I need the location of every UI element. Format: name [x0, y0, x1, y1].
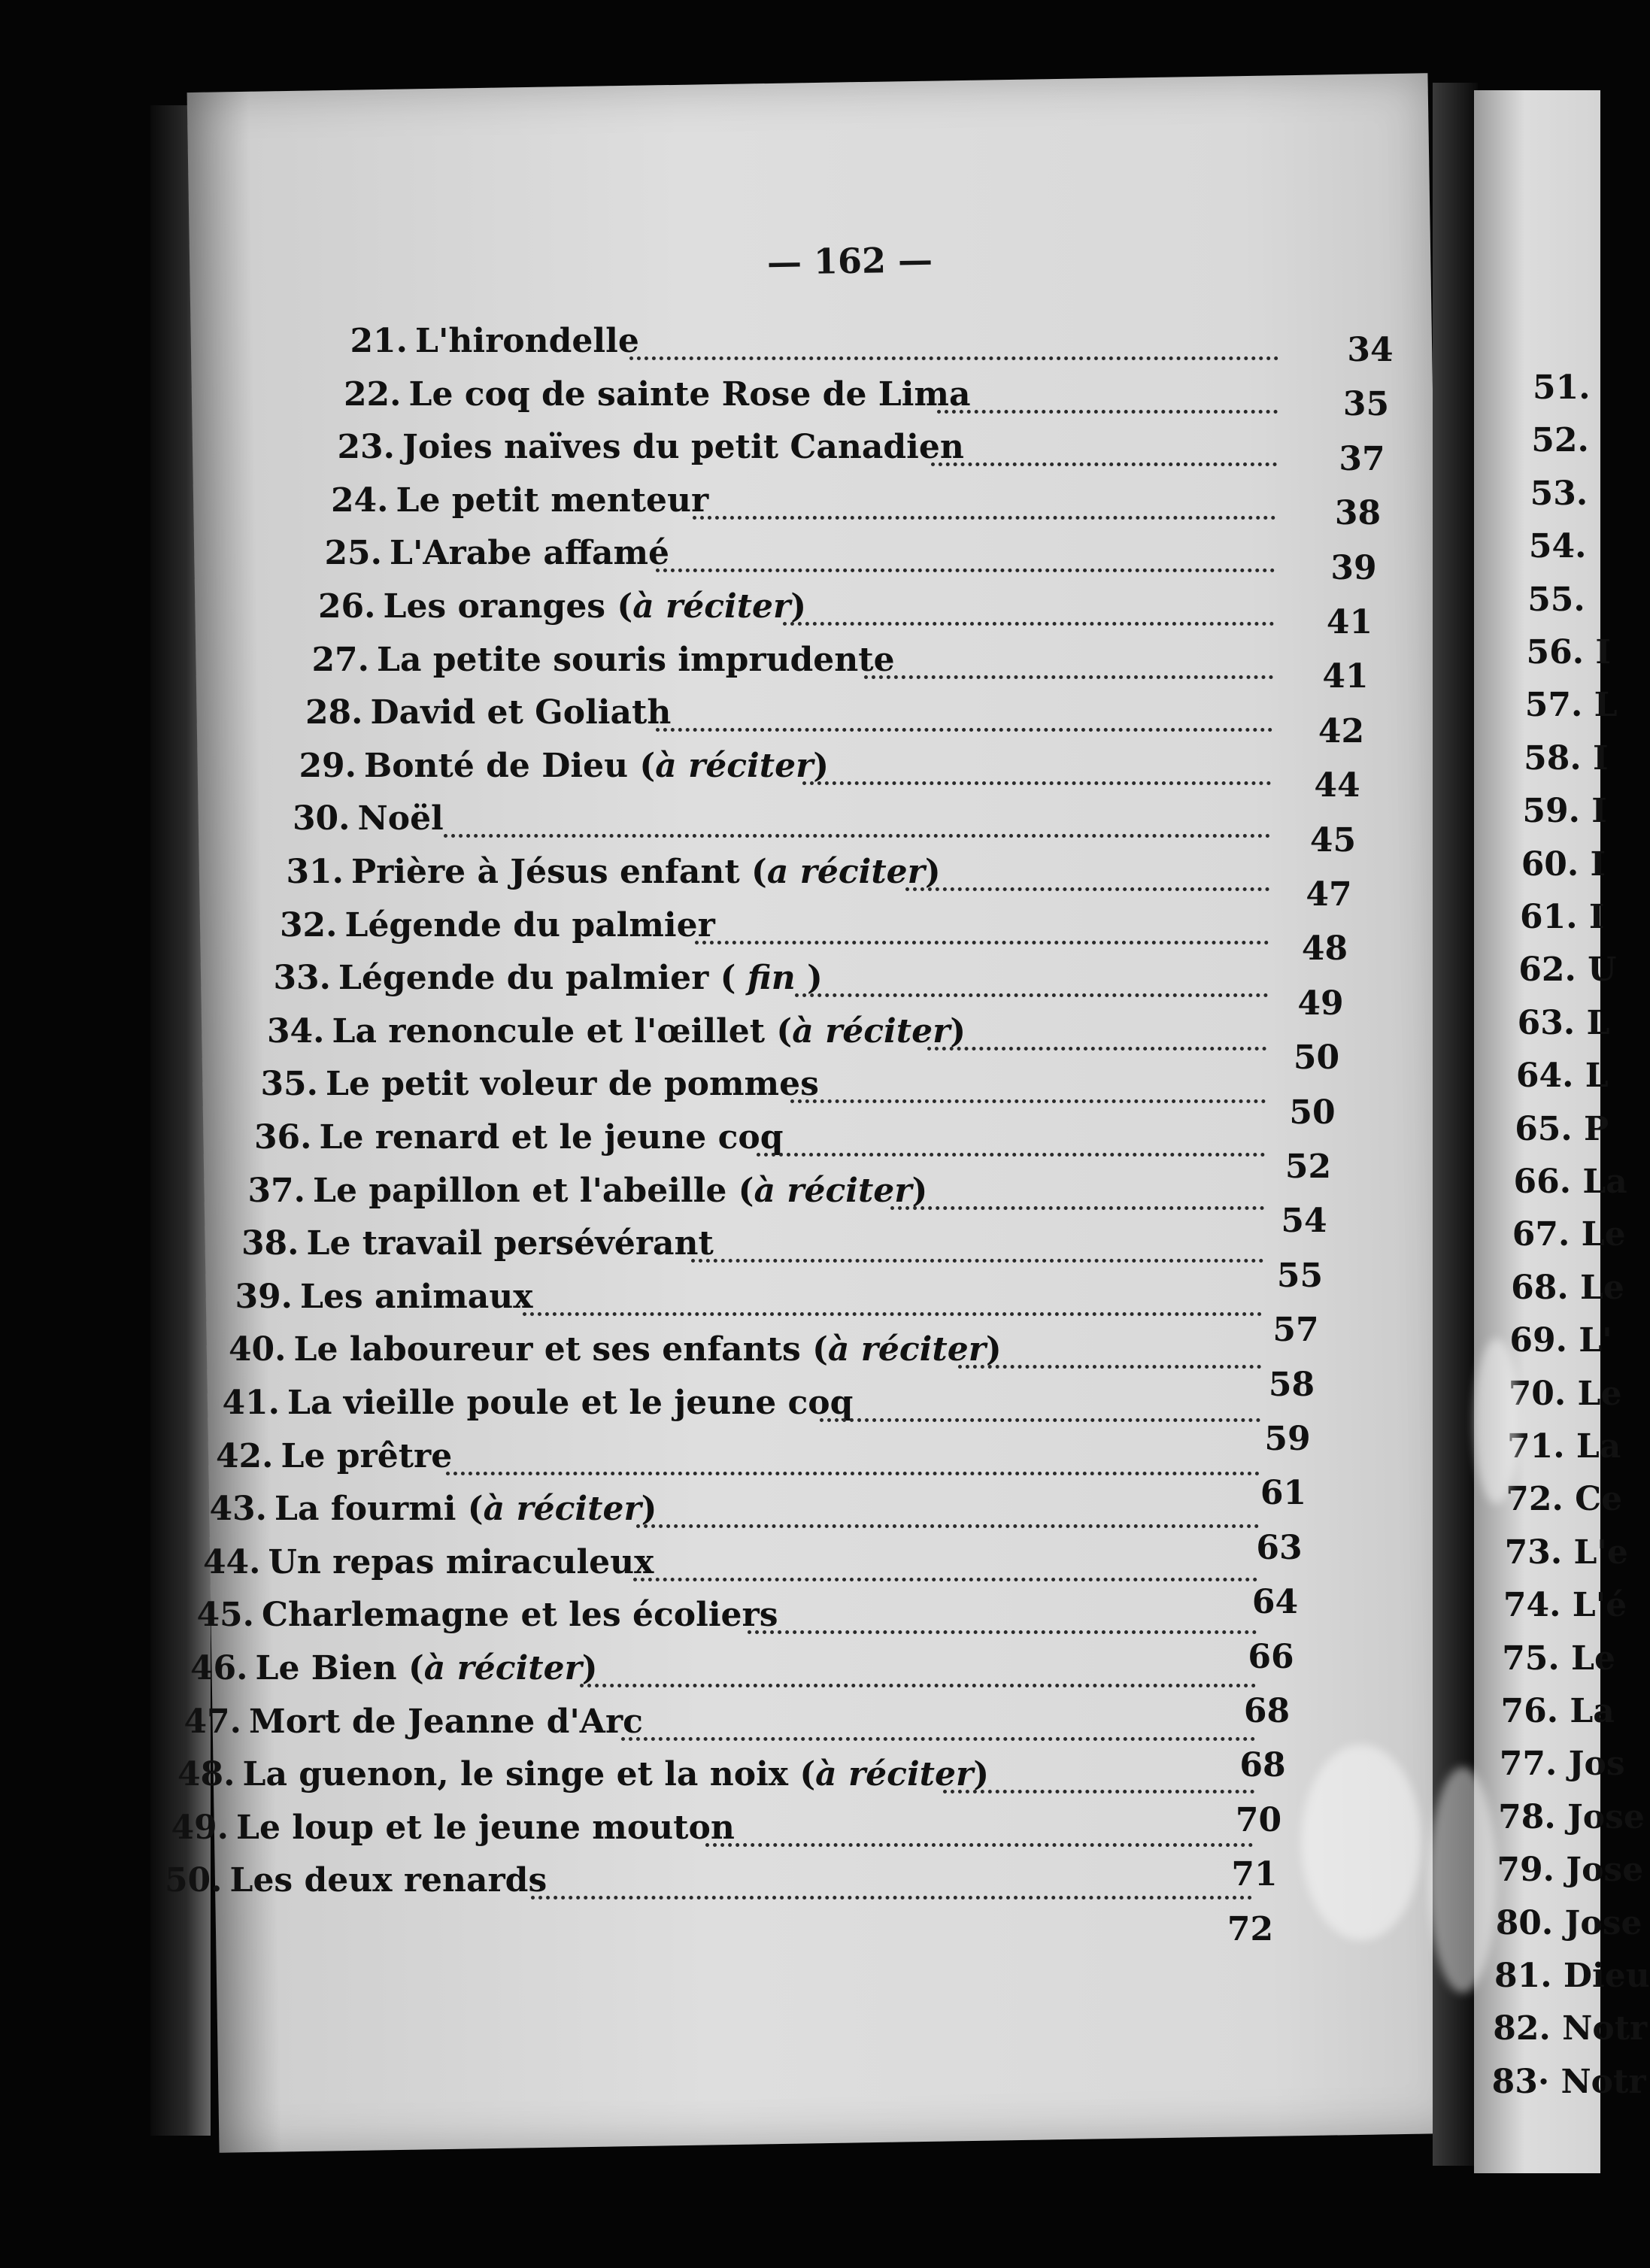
entry-title [415, 322, 639, 360]
toc-entry [321, 481, 1400, 533]
entry-title-text: Bonté de Dieu ( [364, 746, 656, 785]
entry-title-text: David et Goliath [370, 693, 672, 732]
entry-paren-close: ) [985, 1330, 1002, 1369]
entry-page-number: 58 [1268, 1365, 1315, 1404]
entry-title [332, 1012, 966, 1051]
entry-paren-close: ) [973, 1755, 990, 1794]
entry-recite-note: fin [747, 959, 796, 998]
dot-leader [802, 751, 1272, 785]
entry-title [307, 1224, 714, 1263]
entry-title-text: Noël [357, 799, 444, 838]
facing-page-entry: 72. Ce [1506, 1480, 1623, 1519]
entry-title-text: Le prêtre [281, 1436, 453, 1475]
entry-page-number: 68 [1239, 1746, 1286, 1785]
facing-page-entry: 57. L [1524, 686, 1618, 725]
entry-title [384, 587, 807, 626]
entry-number: 22. [343, 374, 402, 414]
facing-page-entry: 52. [1531, 421, 1589, 460]
dot-leader [523, 1282, 1263, 1316]
entry-paren-close: ) [581, 1649, 598, 1687]
entry-recite-note: à réciter [792, 1011, 951, 1051]
dot-leader [937, 380, 1278, 414]
entry-title-text: Les deux renards [229, 1861, 547, 1900]
entry-number: 21. [350, 322, 408, 360]
facing-page-entry: 64. L [1515, 1057, 1609, 1096]
entry-title [236, 1809, 735, 1847]
entry-title [281, 1437, 453, 1475]
facing-page-entry: 60. I [1521, 844, 1606, 884]
entry-page-number: 38 [1334, 494, 1382, 533]
entry-number: 46. [190, 1649, 248, 1687]
entry-page-number: 44 [1314, 766, 1360, 805]
entry-number: 36. [253, 1118, 312, 1157]
toc-entry [244, 1118, 1400, 1186]
entry-title-text: Charlemagne et les écoliers [262, 1596, 778, 1635]
entry-paren-close: ) [924, 853, 941, 891]
entry-page-number: 55 [1276, 1256, 1324, 1295]
entry-page-number: 52 [1285, 1148, 1332, 1186]
dot-leader [656, 698, 1272, 732]
facing-page-entry: 71. La [1507, 1427, 1621, 1466]
entry-title-text: La guenon, le singe et la noix ( [242, 1755, 816, 1794]
toc-entry [289, 746, 1399, 805]
page-number-header: — 162 — [766, 239, 933, 283]
entry-title-text: La petite souris imprudente [377, 640, 895, 679]
entry-title-text: Le laboureur et ses enfants ( [293, 1330, 828, 1369]
dot-leader [695, 911, 1268, 944]
dot-leader [943, 1760, 1254, 1793]
entry-title [326, 1065, 819, 1103]
entry-title [377, 641, 895, 679]
facing-page-entry: 66. La [1513, 1163, 1627, 1201]
entry-recite-note: à réciter [815, 1755, 974, 1794]
facing-page-entry: 80. Jose [1495, 1903, 1642, 1942]
entry-number: 39. [235, 1277, 293, 1316]
dot-leader [748, 1600, 1257, 1634]
entry-page-number: 41 [1326, 603, 1373, 641]
entry-title-text: Joies naïves du petit Canadien [402, 428, 964, 467]
toc-entry [334, 374, 1400, 424]
entry-title-text: L'Arabe affamé [390, 534, 670, 573]
entry-page-number: 64 [1251, 1583, 1299, 1622]
toc-entry [283, 799, 1400, 860]
dot-leader [621, 1707, 1255, 1741]
entry-number: 42. [215, 1436, 274, 1475]
dot-leader [444, 804, 1270, 838]
entry-title [338, 959, 823, 997]
facing-page-entry: 75. Le [1502, 1639, 1615, 1678]
entry-page-number: 42 [1318, 711, 1365, 750]
facing-page-entry: 68. Le [1511, 1268, 1624, 1307]
entry-paren-close: ) [813, 746, 830, 785]
entry-title-text: Les oranges ( [383, 587, 633, 626]
toc-entry [232, 1224, 1400, 1295]
dot-leader [864, 645, 1272, 679]
dot-leader [820, 1388, 1260, 1422]
facing-page-entry: 81. Dieu [1494, 1957, 1650, 1995]
entry-title [396, 481, 709, 520]
facing-page-entry: 63. L [1517, 1003, 1610, 1042]
entry-number: 25. [324, 534, 382, 573]
entry-number: 32. [279, 905, 338, 944]
entry-number: 48. [177, 1755, 235, 1794]
entry-number: 49. [171, 1808, 229, 1847]
entry-page-number: 70 [1235, 1800, 1282, 1839]
dot-leader [757, 1123, 1265, 1157]
entry-title-text: La renoncule et l'œillet ( [332, 1011, 793, 1051]
facing-page-entry: 65. P [1515, 1109, 1609, 1148]
entry-title [351, 853, 941, 891]
toc-entry [296, 693, 1400, 750]
paper-stain [1429, 1767, 1497, 1993]
facing-page-entry: 58. I [1524, 738, 1609, 778]
entry-number: 35. [260, 1065, 318, 1104]
entry-number: 31. [286, 853, 344, 891]
entry-page-number: 45 [1309, 820, 1357, 860]
entry-page-number: 48 [1301, 929, 1348, 969]
entry-title [320, 1118, 784, 1157]
facing-page-entry: 51. [1533, 368, 1591, 407]
dot-leader [629, 326, 1278, 360]
toc-entry [250, 1065, 1399, 1132]
entry-title [230, 1861, 547, 1900]
entry-page-number: 35 [1342, 385, 1390, 424]
entry-number: 38. [241, 1224, 299, 1263]
entry-paren-close: ) [795, 959, 823, 998]
dot-leader [691, 1229, 1263, 1263]
dot-leader [890, 1176, 1264, 1210]
entry-page-number: 34 [1347, 331, 1394, 369]
entry-page-number: 72 [1227, 1909, 1274, 1948]
entry-title [300, 1278, 533, 1316]
entry-title-text: Le petit menteur [396, 481, 709, 520]
toc-entry [257, 1011, 1400, 1078]
entry-title [345, 906, 715, 944]
toc-entry [155, 1861, 1400, 1948]
entry-title-text: La fourmi ( [274, 1490, 484, 1529]
facing-page-entry: 53. [1530, 474, 1588, 513]
facing-page-entry: 69. L' [1509, 1321, 1612, 1360]
entry-number: 41. [222, 1384, 280, 1422]
entry-page-number: 47 [1306, 875, 1352, 914]
entry-title [358, 799, 444, 838]
dot-leader [795, 963, 1268, 997]
facing-page-entry: 78. Jose [1498, 1797, 1645, 1836]
toc-entry [276, 853, 1399, 914]
entry-recite-note: à réciter [827, 1330, 986, 1369]
entry-page-number: 37 [1339, 439, 1385, 478]
toc-entry [327, 428, 1399, 478]
entry-title [243, 1755, 990, 1793]
entry-title-text: Le Bien ( [255, 1649, 424, 1687]
entry-number: 27. [311, 640, 369, 679]
entry-number: 50. [164, 1861, 223, 1900]
dot-leader [905, 857, 1269, 891]
entry-title-text: Légende du palmier [344, 905, 715, 944]
entry-title [274, 1490, 657, 1528]
toc-entry [270, 905, 1400, 969]
entry-number: 43. [209, 1490, 267, 1529]
facing-page-entry: 61. I [1520, 898, 1605, 936]
facing-page-entry: 74. L'é [1503, 1586, 1627, 1625]
entry-paren-close: ) [790, 587, 807, 626]
entry-number: 47. [184, 1702, 241, 1741]
entry-title-text: Le coq de sainte Rose de Lima [408, 374, 971, 414]
entry-page-number: 68 [1243, 1692, 1291, 1730]
entry-title [249, 1703, 643, 1741]
dot-leader [931, 432, 1277, 466]
entry-number: 26. [317, 587, 376, 626]
facing-page-entry: 67. Le [1512, 1215, 1626, 1254]
entry-title [402, 428, 964, 466]
entry-number: 40. [228, 1330, 287, 1369]
dot-leader [927, 1017, 1266, 1051]
facing-page-entry: 54. [1528, 527, 1587, 566]
dot-leader [531, 1866, 1253, 1900]
entry-title-text: Le papillon et l'abeille ( [313, 1171, 754, 1210]
entry-title [294, 1330, 1002, 1369]
entry-page-number: 59 [1264, 1420, 1311, 1458]
entry-title-text: Un repas miraculeux [268, 1542, 654, 1581]
toc-entry [314, 534, 1399, 587]
entry-number: 23. [337, 428, 395, 467]
dot-leader [693, 486, 1275, 520]
entry-number: 37. [247, 1171, 305, 1210]
entry-number: 24. [330, 481, 389, 520]
entry-recite-note: à réciter [423, 1649, 582, 1687]
entry-title [371, 693, 672, 732]
toc-entry [302, 640, 1399, 696]
entry-number: 44. [202, 1542, 261, 1581]
facing-page-entry: 79. Jose [1497, 1851, 1644, 1890]
dot-leader [783, 592, 1274, 626]
entry-title-text: Prière à Jésus enfant ( [351, 853, 767, 891]
entry-page-number: 61 [1260, 1474, 1307, 1513]
facing-page-entry: 77. Jos [1499, 1745, 1625, 1784]
facing-page-entry: 82. Notr [1493, 2009, 1648, 2048]
entry-title-text: Le travail persévérant [306, 1224, 714, 1263]
entry-title [262, 1596, 778, 1634]
entry-title-text: Le petit voleur de pommes [326, 1065, 819, 1104]
entry-title [313, 1172, 927, 1210]
toc-entry [340, 322, 1399, 367]
dot-leader [633, 1548, 1258, 1581]
entry-title-text: La vieille poule et le jeune coq [287, 1384, 854, 1422]
facing-page-entry: 73. L'e [1504, 1533, 1628, 1572]
entry-number: 34. [266, 1011, 325, 1051]
entry-number: 45. [196, 1596, 254, 1635]
entry-recite-note: a réciter [766, 853, 925, 891]
entry-number: 30. [292, 799, 350, 838]
toc-entry [238, 1171, 1399, 1241]
entry-page-number: 50 [1293, 1038, 1340, 1078]
dot-leader [656, 538, 1275, 572]
entry-title-text: Les animaux [300, 1277, 533, 1316]
entry-title [287, 1384, 853, 1422]
entry-title-text: Le renard et le jeune coq [319, 1118, 784, 1157]
entry-paren-close: ) [641, 1490, 657, 1529]
entry-page-number: 54 [1281, 1202, 1327, 1241]
dot-leader [636, 1494, 1259, 1528]
entry-title [268, 1543, 654, 1581]
facing-page-entry: 55. [1527, 580, 1585, 619]
dot-leader [580, 1654, 1256, 1687]
entry-title-text: L'hirondelle [415, 322, 639, 360]
entry-page-number: 49 [1297, 984, 1344, 1023]
entry-page-number: 66 [1248, 1637, 1294, 1676]
entry-paren-close: ) [911, 1171, 928, 1210]
entry-number: 33. [273, 959, 331, 998]
facing-page-entry: 83· Notr [1491, 2062, 1646, 2101]
entry-page-number: 50 [1289, 1093, 1336, 1132]
entry-page-number: 57 [1272, 1311, 1319, 1350]
facing-page-entry: 62. U [1518, 951, 1617, 990]
entry-number: 29. [299, 746, 356, 785]
entry-page-number: 39 [1330, 548, 1377, 587]
toc-entry [263, 959, 1399, 1023]
entry-page-number: 71 [1231, 1855, 1278, 1894]
entry-number: 28. [305, 693, 363, 732]
paper-stain [1474, 1339, 1519, 1504]
entry-paren-close: ) [950, 1011, 966, 1051]
facing-page-entry: 56. I [1526, 633, 1611, 672]
entry-recite-note: à réciter [754, 1171, 912, 1210]
dot-leader [446, 1442, 1260, 1475]
facing-page-entry: 59. I [1522, 792, 1607, 831]
entry-title [390, 534, 669, 572]
entry-title [256, 1649, 598, 1687]
facing-page-entry: 70. Le [1508, 1374, 1622, 1413]
dot-leader [958, 1335, 1261, 1369]
entry-recite-note: à réciter [632, 587, 791, 626]
entry-title [364, 747, 829, 785]
dot-leader [790, 1069, 1266, 1103]
entry-page-number: 63 [1256, 1528, 1303, 1567]
entry-recite-note: à réciter [655, 746, 814, 785]
entry-recite-note: à réciter [483, 1490, 641, 1529]
entry-page-number: 41 [1322, 657, 1369, 696]
entry-title [409, 375, 971, 414]
toc-entry [308, 587, 1400, 641]
dot-leader [705, 1813, 1253, 1847]
entry-title-text: Le loup et le jeune mouton [236, 1808, 735, 1847]
facing-page-entry: 76. La [1500, 1692, 1615, 1730]
entry-title-text: Mort de Jeanne d'Arc [249, 1702, 643, 1741]
entry-title-text: Légende du palmier ( [338, 959, 748, 998]
